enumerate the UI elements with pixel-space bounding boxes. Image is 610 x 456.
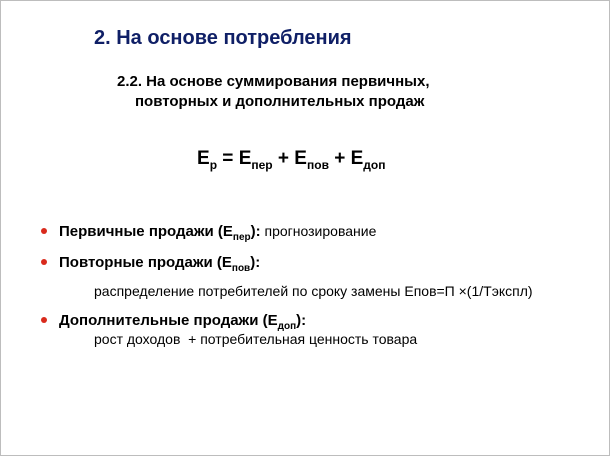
subtitle-line-2: повторных и дополнительных продаж bbox=[135, 93, 425, 110]
formula-e: Е bbox=[350, 148, 364, 169]
bullet-text bbox=[59, 312, 306, 332]
bullet-label: Первичные продажи ( bbox=[59, 223, 223, 240]
bullet-detail-additional: рост доходов + потребительная ценность товара bbox=[94, 331, 418, 347]
formula-e: Е bbox=[294, 148, 307, 169]
bullet-sub: пов bbox=[231, 263, 251, 274]
bullet-dot-icon bbox=[41, 259, 47, 265]
formula-plus: + bbox=[328, 148, 351, 169]
bullet-dot-icon bbox=[41, 228, 47, 234]
slide-title: 2. На основе потребления bbox=[94, 27, 352, 49]
formula bbox=[197, 148, 386, 172]
bullet-sub: доп bbox=[277, 321, 297, 332]
formula-sub-p: р bbox=[209, 158, 218, 172]
formula-sub-pov: пов bbox=[306, 158, 329, 172]
formula-equals: = bbox=[217, 148, 239, 169]
bullet-label-end: ): bbox=[296, 312, 307, 329]
bullet-label: Повторные продажи ( bbox=[59, 254, 222, 271]
bullet-label: Дополнительные продажи ( bbox=[59, 312, 268, 329]
formula-e: Е bbox=[238, 148, 252, 169]
formula-plus: + bbox=[272, 148, 295, 169]
bullet-plain-text: прогнозирование bbox=[260, 223, 377, 239]
formula-e: Е bbox=[197, 148, 210, 169]
slide-subtitle bbox=[117, 72, 429, 112]
bullet-e: Е bbox=[267, 312, 278, 329]
bullet-sub: пер bbox=[232, 232, 251, 243]
bullet-detail-repeat: распределение потребителей по сроку замены Епов=П ×(1/Тэкспл) bbox=[94, 283, 533, 299]
bullet-e: Е bbox=[221, 254, 232, 271]
subtitle-line-1: 2.2. На основе суммирования первичных, bbox=[117, 73, 430, 90]
bullet-e: Е bbox=[222, 223, 233, 240]
formula-sub-dop: доп bbox=[363, 158, 386, 172]
bullet-label-end: ): bbox=[250, 223, 261, 240]
bullet-text bbox=[59, 254, 260, 274]
bullet-dot-icon bbox=[41, 317, 47, 323]
formula-sub-per: пер bbox=[251, 158, 273, 172]
bullet-label-end: ): bbox=[250, 254, 261, 271]
bullet-text bbox=[59, 223, 376, 243]
